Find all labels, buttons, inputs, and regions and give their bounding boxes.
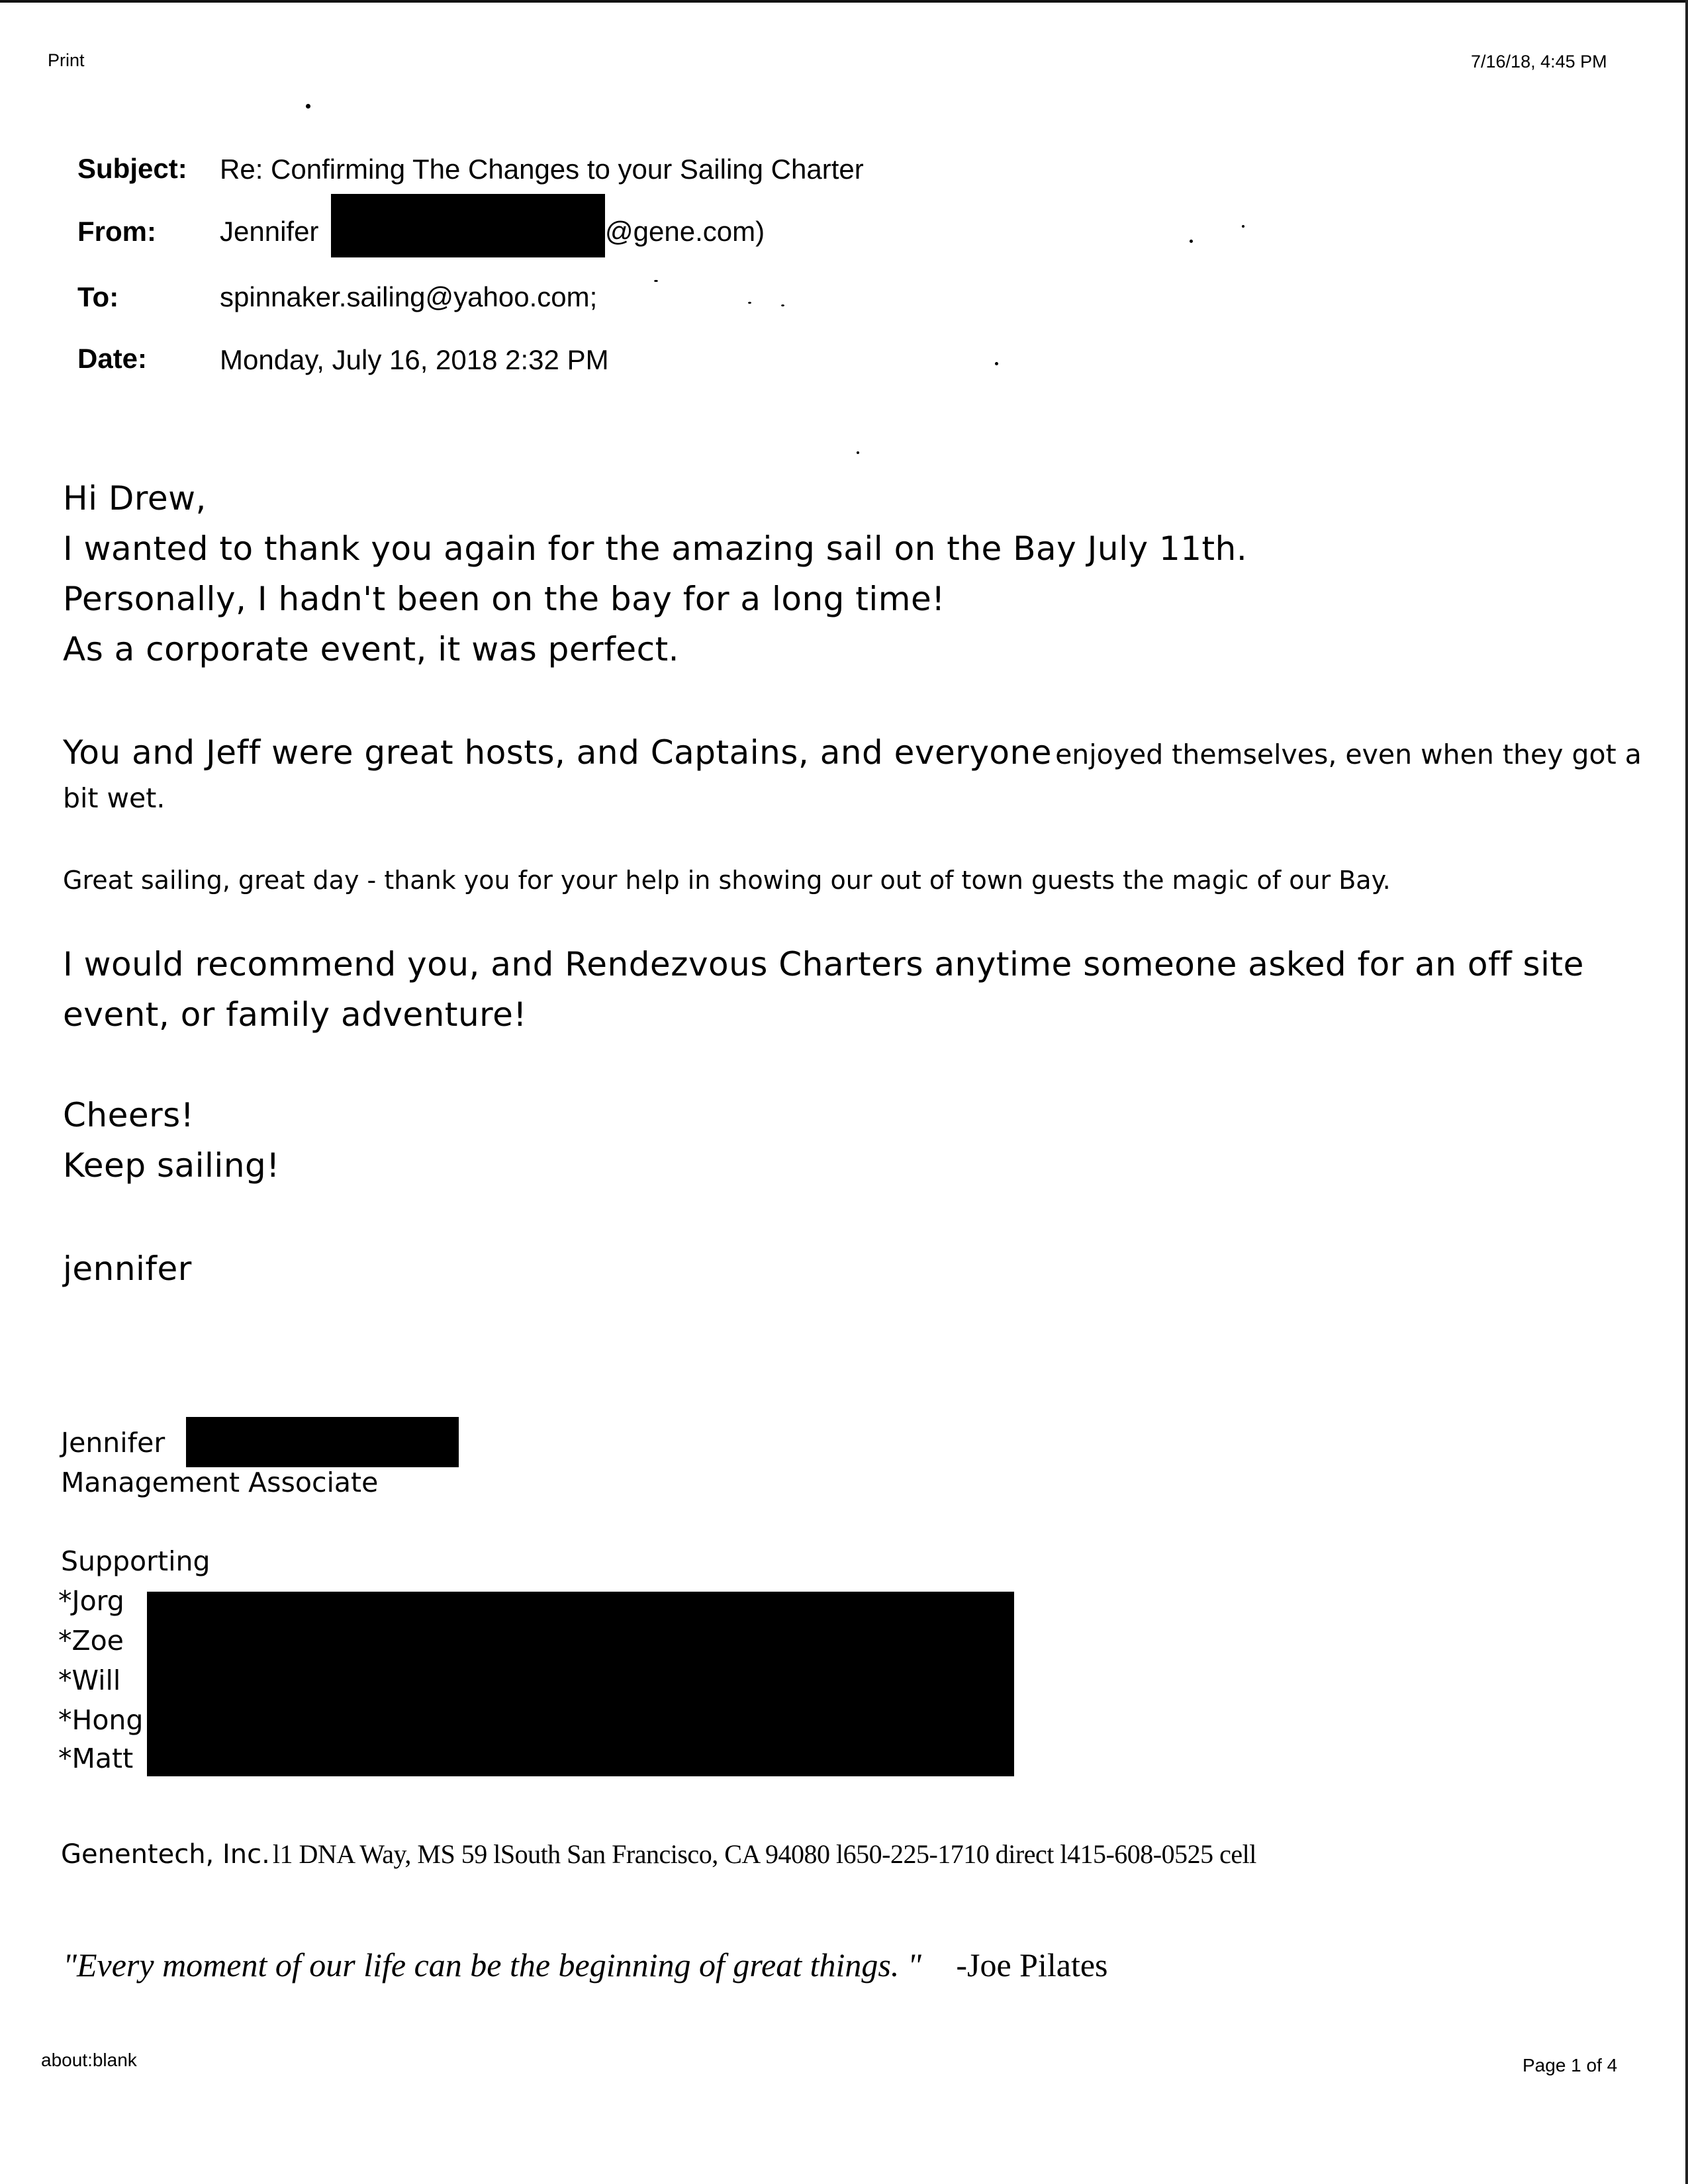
company-details: l1 DNA Way, MS 59 lSouth San Francisco, CA 94080 l650-225-1710 direct l415-608-0525 cell xyxy=(272,1839,1256,1869)
supporting-item: *Will xyxy=(58,1664,121,1696)
subject-value: Re: Confirming The Changes to your Sailing Charter xyxy=(220,154,864,185)
footer-page-number: Page 1 of 4 xyxy=(1523,2055,1618,2075)
greeting: Hi Drew, xyxy=(63,479,207,518)
body-line-2: Personally, I hadn't been on the bay for a long time! xyxy=(63,580,945,618)
print-timestamp: 7/16/18, 4:45 PM xyxy=(1471,52,1607,71)
scan-speck xyxy=(995,362,998,365)
body-line-1: I wanted to thank you again for the amazing sail on the Bay July 11th. xyxy=(63,529,1248,568)
from-domain: @gene.com) xyxy=(605,216,765,247)
scan-speck xyxy=(748,302,751,304)
paragraph-2-large: You and Jeff were great hosts, and Captains, and everyone xyxy=(63,733,1052,772)
from-name: Jennifer xyxy=(220,216,319,247)
date-value: Monday, July 16, 2018 2:32 PM xyxy=(220,344,609,375)
closing-cheers: Cheers! xyxy=(63,1096,195,1134)
company-line xyxy=(61,1839,1256,1870)
body-line-3: As a corporate event, it was perfect. xyxy=(63,630,680,668)
print-label: Print xyxy=(48,50,85,70)
scan-edge-right xyxy=(1685,0,1688,2184)
scan-speck xyxy=(781,304,784,306)
scan-speck xyxy=(1242,225,1244,228)
scan-speck xyxy=(306,104,310,109)
paragraph-2-end: bit wet. xyxy=(63,782,165,814)
supporting-item: *Matt xyxy=(58,1743,134,1774)
date-label: Date: xyxy=(77,343,148,374)
to-label: To: xyxy=(77,281,119,312)
paragraph-2-small: enjoyed themselves, even when they got a xyxy=(1055,739,1642,770)
quote-line xyxy=(63,1946,1108,1984)
scan-speck xyxy=(857,451,859,454)
body-paragraph-4-line-2: event, or family adventure! xyxy=(63,995,527,1034)
scan-speck xyxy=(654,280,658,282)
redaction-box xyxy=(331,194,605,257)
from-label: From: xyxy=(77,216,156,247)
supporting-item: *Zoe xyxy=(58,1625,124,1657)
redaction-box xyxy=(147,1592,1014,1776)
supporting-item: *Jorg xyxy=(58,1585,124,1617)
closing-keep-sailing: Keep sailing! xyxy=(63,1146,280,1185)
signature-name: Jennifer xyxy=(61,1427,165,1459)
signature-title: Management Associate xyxy=(61,1467,379,1498)
supporting-item: *Hong xyxy=(58,1704,144,1736)
footer-url: about:blank xyxy=(41,2050,137,2070)
body-paragraph-3: Great sailing, great day - thank you for your help in showing our out of town guests the magic of our Bay. xyxy=(63,866,1391,895)
quote-author: -Joe Pilates xyxy=(956,1946,1108,1983)
supporting-label: Supporting xyxy=(61,1545,211,1577)
redaction-box xyxy=(186,1417,459,1467)
signoff: jennifer xyxy=(63,1250,192,1288)
company-name: Genentech, Inc. xyxy=(61,1839,270,1870)
subject-label: Subject: xyxy=(77,153,187,184)
quote-text: "Every moment of our life can be the beginning of great things. " xyxy=(63,1946,921,1983)
scan-edge-top xyxy=(0,0,1688,3)
to-value: spinnaker.sailing@yahoo.com; xyxy=(220,281,598,312)
scan-speck xyxy=(1190,240,1193,243)
body-paragraph-4-line-1: I would recommend you, and Rendezvous Charters anytime someone asked for an off site xyxy=(63,945,1584,983)
body-paragraph-2 xyxy=(63,733,1642,772)
